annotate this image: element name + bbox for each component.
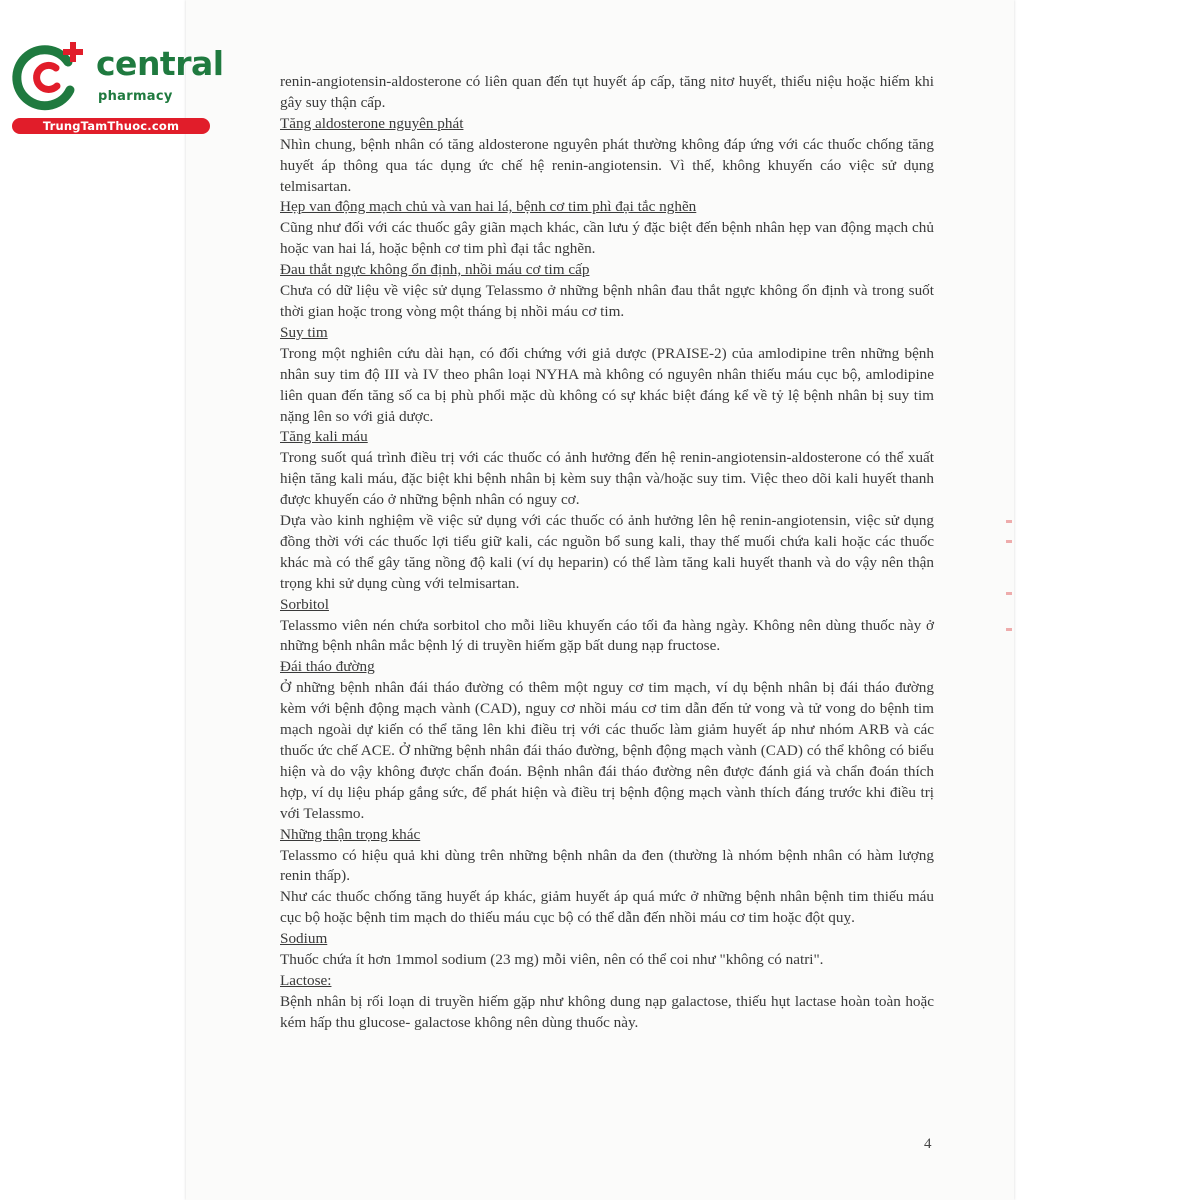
section-paragraph: Bệnh nhân bị rối loạn di truyền hiếm gặp như không dung nạp galactose, thiếu hụt lactase hoàn toàn hoặc kém hấp thu glucose- galactose không nên dùng thuốc này.: [280, 992, 934, 1031]
logo-mark-icon: [10, 36, 94, 116]
section-paragraph: renin-angiotensin-aldosterone có liên quan đến tụt huyết áp cấp, tăng nitơ huyết, thiểu niệu hoặc hiếm khi gây suy thận cấp.: [280, 73, 934, 111]
section-paragraph: Telassmo viên nén chứa sorbitol cho mỗi liều khuyến cáo tối đa hàng ngày. Không nên dùng thuốc này ở những bệnh nhân mắc bệnh lý di truyền hiếm gặp bất dung nạp fructose.: [280, 616, 934, 655]
section-heading: Sodium: [280, 930, 328, 948]
section-heading: Những thận trọng khác: [280, 825, 421, 843]
document-body: [280, 72, 934, 1034]
section-paragraph: Như các thuốc chống tăng huyết áp khác, giảm huyết áp quá mức ở những bệnh nhân bệnh tim thiếu máu cục bộ hoặc bệnh tim mạch do thiếu máu cục bộ có thể dẫn đến nhồi máu cơ tim hoặc đột quỵ.: [280, 888, 934, 927]
section-paragraph: Dựa vào kinh nghiệm về việc sử dụng với các thuốc có ảnh hưởng lên hệ renin-angiotensin, việc sử dụng đồng thời với các thuốc lợi tiểu giữ kali, các nguồn bổ sung kali, thay thế muối chứa kali hoặc các thuốc khác mà có thể gây tăng nồng độ kali (ví dụ heparin) có thể làm tăng kali huyết thanh và do vậy nên thận trọng khi sử dụng cùng với telmisartan.: [280, 512, 934, 592]
section-paragraph: Trong một nghiên cứu dài hạn, có đối chứng với giả dược (PRAISE-2) của amlodipine trên những bệnh nhân suy tim độ III và IV theo phân loại NYHA mà không có nguyên nhân thiếu máu cục bộ, amlodipine liên quan đến tăng số ca bị phù phổi mặc dù không có sự khác biệt đáng kể về tỷ lệ bệnh nhân bị suy tim nặng lên so với giả dược.: [280, 344, 934, 425]
section: [280, 595, 934, 658]
margin-stamp-mark: [1006, 520, 1012, 523]
section: [280, 657, 934, 824]
section: [280, 197, 934, 260]
section: [280, 971, 934, 1034]
section-heading: Đau thắt ngực không ổn định, nhồi máu cơ tim cấp: [280, 261, 590, 279]
section: [280, 929, 934, 971]
section-heading: Tăng kali máu: [280, 428, 368, 446]
logo-sub-text: pharmacy: [98, 89, 173, 104]
section-paragraph: Cũng như đối với các thuốc gây giãn mạch khác, cần lưu ý đặc biệt đến bệnh nhân hẹp van động mạch chủ hoặc van hai lá, hoặc bệnh cơ tim phì đại tắc nghẽn.: [280, 219, 934, 258]
logo-url-badge: TrungTamThuoc.com: [12, 118, 210, 134]
section-heading: Suy tim: [280, 323, 328, 341]
section-heading: Sorbitol: [280, 595, 329, 613]
section-paragraph: Trong suốt quá trình điều trị với các thuốc có ảnh hưởng đến hệ renin-angiotensin-aldosterone có thể xuất hiện tăng kali máu, đặc biệt khi bệnh nhân bị kèm suy thận và/hoặc suy tim. Việc theo dõi kali huyết thanh được khuyến cáo ở những bệnh nhân có nguy cơ.: [280, 449, 934, 509]
section-paragraph: Thuốc chứa ít hơn 1mmol sodium (23 mg) mỗi viên, nên có thể coi như "không có natri".: [280, 951, 824, 969]
section: [280, 260, 934, 323]
section-heading: Tăng aldosterone nguyên phát: [280, 114, 464, 132]
section-heading: Lactose:: [280, 971, 332, 989]
section-heading: Hẹp van động mạch chủ và van hai lá, bệnh cơ tim phì đại tắc nghẽn: [280, 198, 697, 216]
margin-stamp-mark: [1006, 628, 1012, 631]
section: [280, 825, 934, 930]
section: [280, 72, 934, 114]
section-paragraph: Telassmo có hiệu quả khi dùng trên những bệnh nhân da đen (thường là nhóm bệnh nhân có hàm lượng renin thấp).: [280, 846, 934, 885]
pharmacy-logo: [10, 36, 224, 136]
page-number: 4: [924, 1136, 932, 1152]
section-paragraph: Nhìn chung, bệnh nhân có tăng aldosterone nguyên phát thường không đáp ứng với các thuốc chống tăng huyết áp thông qua tác dụng ức chế hệ renin-angiotensin. Vì thế, không khuyến cáo việc sử dụng telmisartan.: [280, 135, 934, 195]
section: [280, 114, 934, 198]
section-heading: Đái tháo đường: [280, 658, 375, 676]
logo-brand-text: central: [96, 44, 224, 83]
margin-stamp-mark: [1006, 592, 1012, 595]
section: [280, 427, 934, 594]
margin-stamp-mark: [1006, 540, 1012, 543]
section: [280, 323, 934, 428]
section-paragraph: Chưa có dữ liệu về việc sử dụng Telassmo ở những bệnh nhân đau thắt ngực không ổn định và trong suốt thời gian hoặc trong vòng một tháng bị nhồi máu cơ tim.: [280, 282, 934, 320]
section-paragraph: Ở những bệnh nhân đái tháo đường có thêm một nguy cơ tim mạch, ví dụ bệnh nhân bị đái tháo đường kèm với bệnh động mạch vành (CAD), nguy cơ nhồi máu cơ tim dẫn đến tử vong và tử vong do bệnh tim mạch ngoài dự kiến có thể tăng lên khi điều trị với các thuốc làm giảm huyết áp như nhóm ARB và các thuốc ức chế ACE. Ở những bệnh nhân đái tháo đường, bệnh động mạch vành (CAD) có thể không có biểu hiện và do vậy không được chẩn đoán. Bệnh nhân đái tháo đường nên được đánh giá và chẩn đoán thích hợp, ví dụ liệu pháp gắng sức, để phát hiện và điều trị bệnh động mạch vành thích đáng trước khi điều trị với Telassmo.: [280, 679, 934, 822]
